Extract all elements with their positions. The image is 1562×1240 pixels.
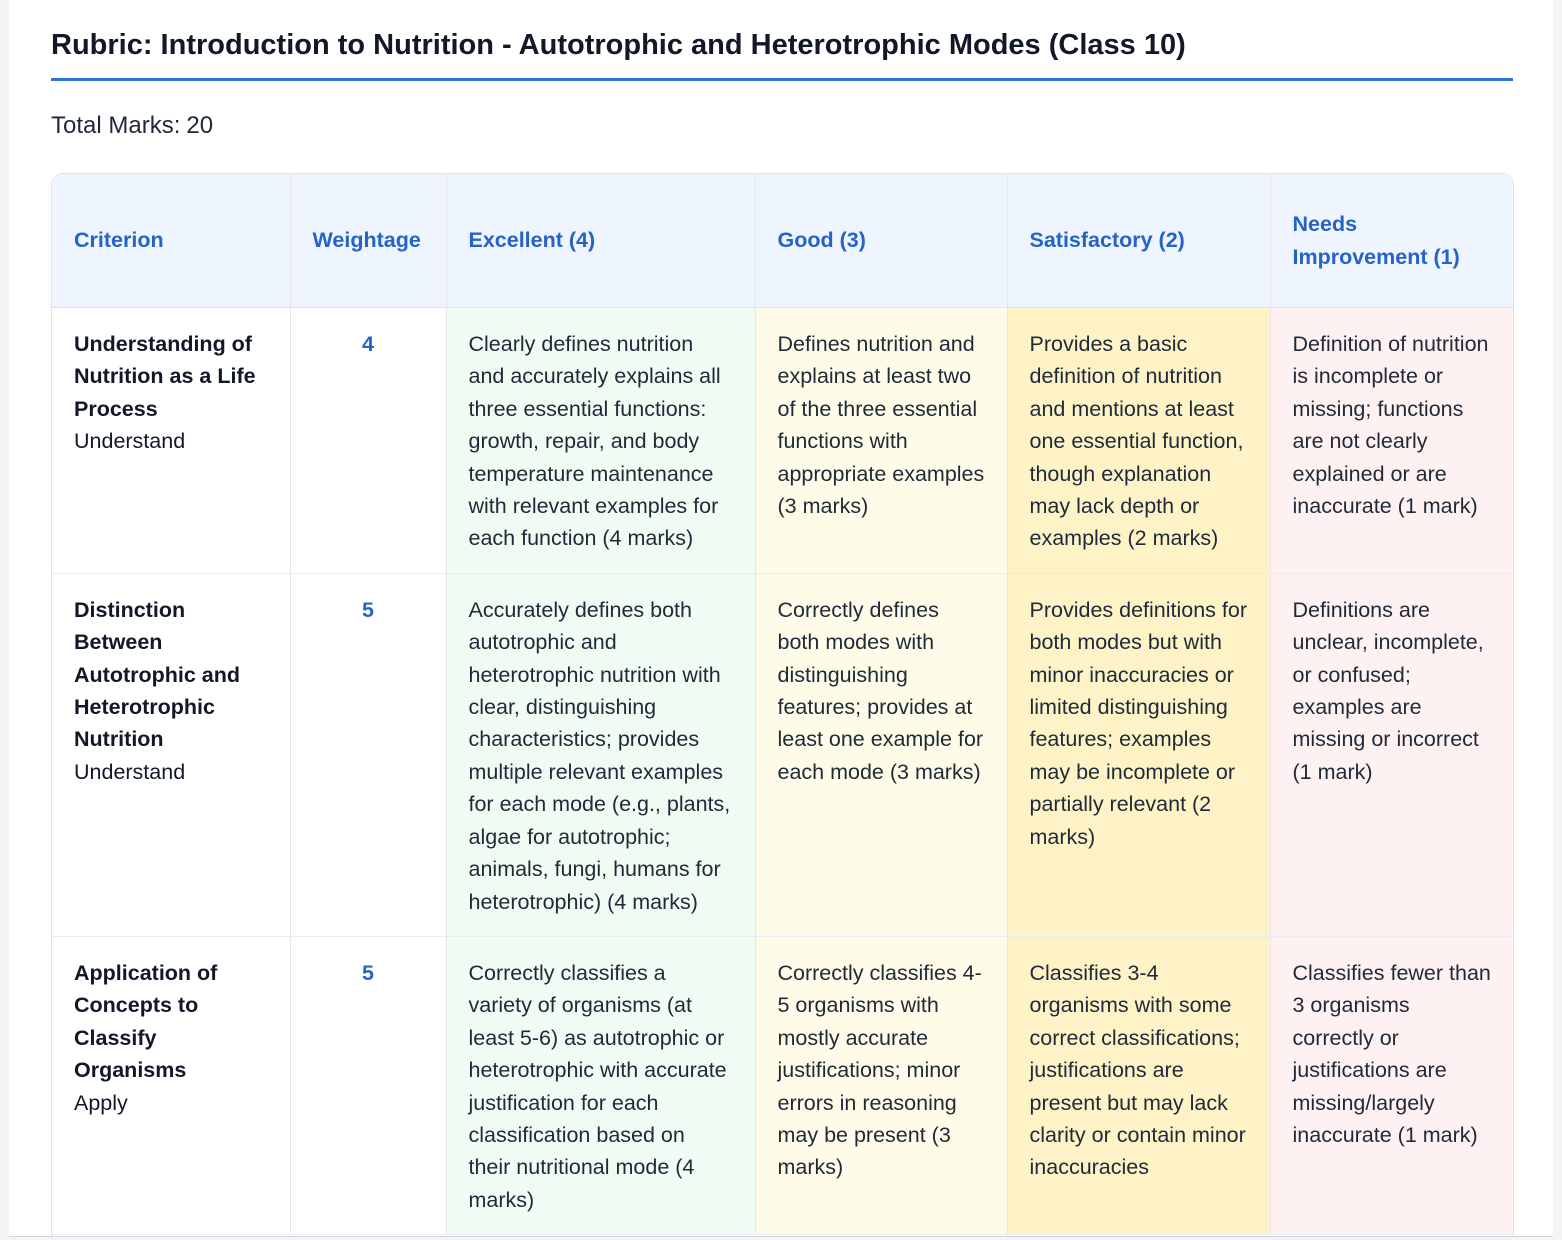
good-cell: Correctly defines both modes with distinguishing features; provides at least one example for each mode (3 marks): [755, 573, 1007, 936]
needs-improvement-cell: Classifies fewer than 3 organisms correctly or justifications are missing/largely inaccurate (1 mark): [1270, 936, 1513, 1234]
header-good: Good (3): [755, 174, 1007, 308]
criterion-name: Understanding of Nutrition as a Life Process: [74, 332, 256, 421]
rubric-table: [52, 174, 1513, 1235]
table-row: [52, 308, 1513, 574]
good-cell: Defines nutrition and explains at least two of the three essential functions with appropriate examples (3 marks): [755, 308, 1007, 574]
header-criterion: Criterion: [52, 174, 290, 308]
criterion-cell: [52, 936, 290, 1234]
table-header-row: [52, 174, 1513, 308]
header-needs-improvement: Needs Improvement (1): [1270, 174, 1513, 308]
total-marks-label: Total Marks:: [51, 112, 181, 139]
header-excellent: Excellent (4): [446, 174, 755, 308]
weightage-cell: 5: [290, 936, 446, 1234]
criterion-level: Apply: [74, 1090, 128, 1115]
page-title: Rubric: Introduction to Nutrition - Autotrophic and Heterotrophic Modes (Class 10): [51, 29, 1186, 61]
header-weightage: Weightage: [290, 174, 446, 308]
total-marks-value: 20: [186, 112, 214, 139]
rubric-table-container: [51, 173, 1514, 1237]
criterion-name: Application of Concepts to Classify Organisms: [74, 960, 218, 1083]
excellent-cell: Correctly classifies a variety of organisms (at least 5-6) as autotrophic or heterotrophic with accurate justification for each classification based on their nutritional mode (4 marks): [446, 936, 755, 1234]
criterion-cell: [52, 573, 290, 936]
excellent-cell: Accurately defines both autotrophic and heterotrophic nutrition with clear, distinguishing characteristics; provides multiple relevant examples for each mode (e.g., plants, algae for autotrophic; animals, fungi, humans for heterotrophic) (4 marks): [446, 573, 755, 936]
criterion-cell: [52, 308, 290, 574]
criterion-name: Distinction Between Autotrophic and Heterotrophic Nutrition: [74, 597, 241, 752]
table-row: [52, 573, 1513, 936]
good-cell: Correctly classifies 4-5 organisms with mostly accurate justifications; minor errors in reasoning may be present (3 marks): [755, 936, 1007, 1234]
rubric-page: [9, 0, 1553, 1237]
excellent-cell: Clearly defines nutrition and accurately explains all three essential functions: growth, repair, and body temperature maintenance with relevant examples for each function (4 marks): [446, 308, 755, 574]
header-satisfactory: Satisfactory (2): [1007, 174, 1270, 308]
weightage-cell: 4: [290, 308, 446, 574]
criterion-level: Understand: [74, 429, 186, 454]
satisfactory-cell: Classifies 3-4 organisms with some correct classifications; justifications are present but may lack clarity or contain minor inaccuracies: [1007, 936, 1270, 1234]
total-marks: [51, 108, 213, 144]
satisfactory-cell: Provides definitions for both modes but with minor inaccuracies or limited distinguishing features; examples may be incomplete or partially relevant (2 marks): [1007, 573, 1270, 936]
title-divider: [51, 78, 1513, 81]
criterion-level: Understand: [74, 759, 186, 784]
needs-improvement-cell: Definitions are unclear, incomplete, or confused; examples are missing or incorrect (1 mark): [1270, 573, 1513, 936]
table-row: [52, 936, 1513, 1234]
satisfactory-cell: Provides a basic definition of nutrition and mentions at least one essential function, though explanation may lack depth or examples (2 marks): [1007, 308, 1270, 574]
needs-improvement-cell: Definition of nutrition is incomplete or missing; functions are not clearly explained or are inaccurate (1 mark): [1270, 308, 1513, 574]
weightage-cell: 5: [290, 573, 446, 936]
